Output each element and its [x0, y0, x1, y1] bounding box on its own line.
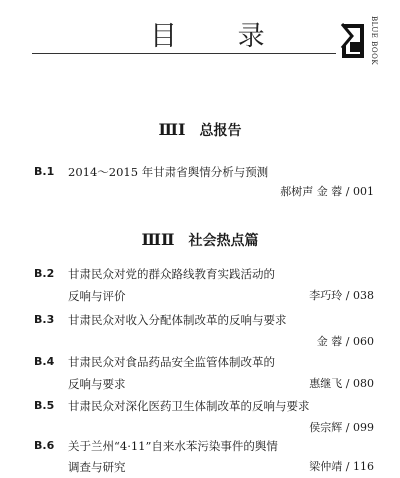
entry-title-line: 甘肃民众对党的群众路线教育实践活动的 [68, 267, 275, 281]
entry-author-page: 梁仲靖 / 116 [309, 460, 374, 473]
entry-title-line: 甘肃民众对深化医药卫生体制改革的反响与要求 [68, 399, 310, 413]
section-mark: ⅢⅡ [141, 230, 175, 249]
toc-entry-b3[interactable] [34, 310, 374, 350]
section-title: 社会热点篇 [188, 233, 259, 249]
section-heading-1 [0, 120, 400, 140]
logo-text: BLUE BOOK [370, 16, 378, 66]
page-title: 目 录 [150, 21, 291, 52]
toc-entry-b2[interactable] [34, 264, 374, 304]
entry-author-page: 郝树声 金 蓉 / 001 [280, 185, 374, 198]
entry-number: B.1 [34, 165, 55, 178]
title-rule [32, 53, 336, 54]
toc-entry-b5[interactable] [34, 396, 374, 436]
blue-book-logo-icon [340, 20, 366, 62]
entry-number: B.4 [34, 355, 55, 368]
entry-number: B.2 [34, 267, 55, 280]
section-heading-2 [0, 230, 400, 250]
section-title: 总报告 [199, 123, 242, 139]
toc-entry-b6[interactable] [34, 436, 374, 476]
toc-entry-b4[interactable] [34, 352, 374, 392]
section-mark: ⅢⅠ [158, 120, 186, 139]
entry-author-page: 李巧玲 / 038 [309, 289, 374, 302]
entry-number: B.6 [34, 439, 55, 452]
entry-title-line: 反响与评价 [68, 289, 126, 303]
toc-entry-b1[interactable] [34, 162, 374, 202]
entry-number: B.3 [34, 313, 55, 326]
entry-title-line: 甘肃民众对食品药品安全监管体制改革的 [68, 355, 275, 369]
entry-title-line: 调查与研究 [68, 460, 126, 474]
entry-title-line: 2014～2015 年甘肃省舆情分析与预测 [68, 165, 269, 179]
entry-author-page: 惠继飞 / 080 [309, 377, 374, 390]
entry-title-line: 反响与要求 [68, 377, 126, 391]
entry-title-line: 关于兰州“4·11”自来水苯污染事件的舆情 [68, 439, 278, 453]
entry-number: B.5 [34, 399, 55, 412]
entry-author-page: 侯宗辉 / 099 [309, 421, 374, 434]
entry-title-line: 甘肃民众对收入分配体制改革的反响与要求 [68, 313, 287, 327]
entry-author-page: 金 蓉 / 060 [316, 335, 374, 348]
